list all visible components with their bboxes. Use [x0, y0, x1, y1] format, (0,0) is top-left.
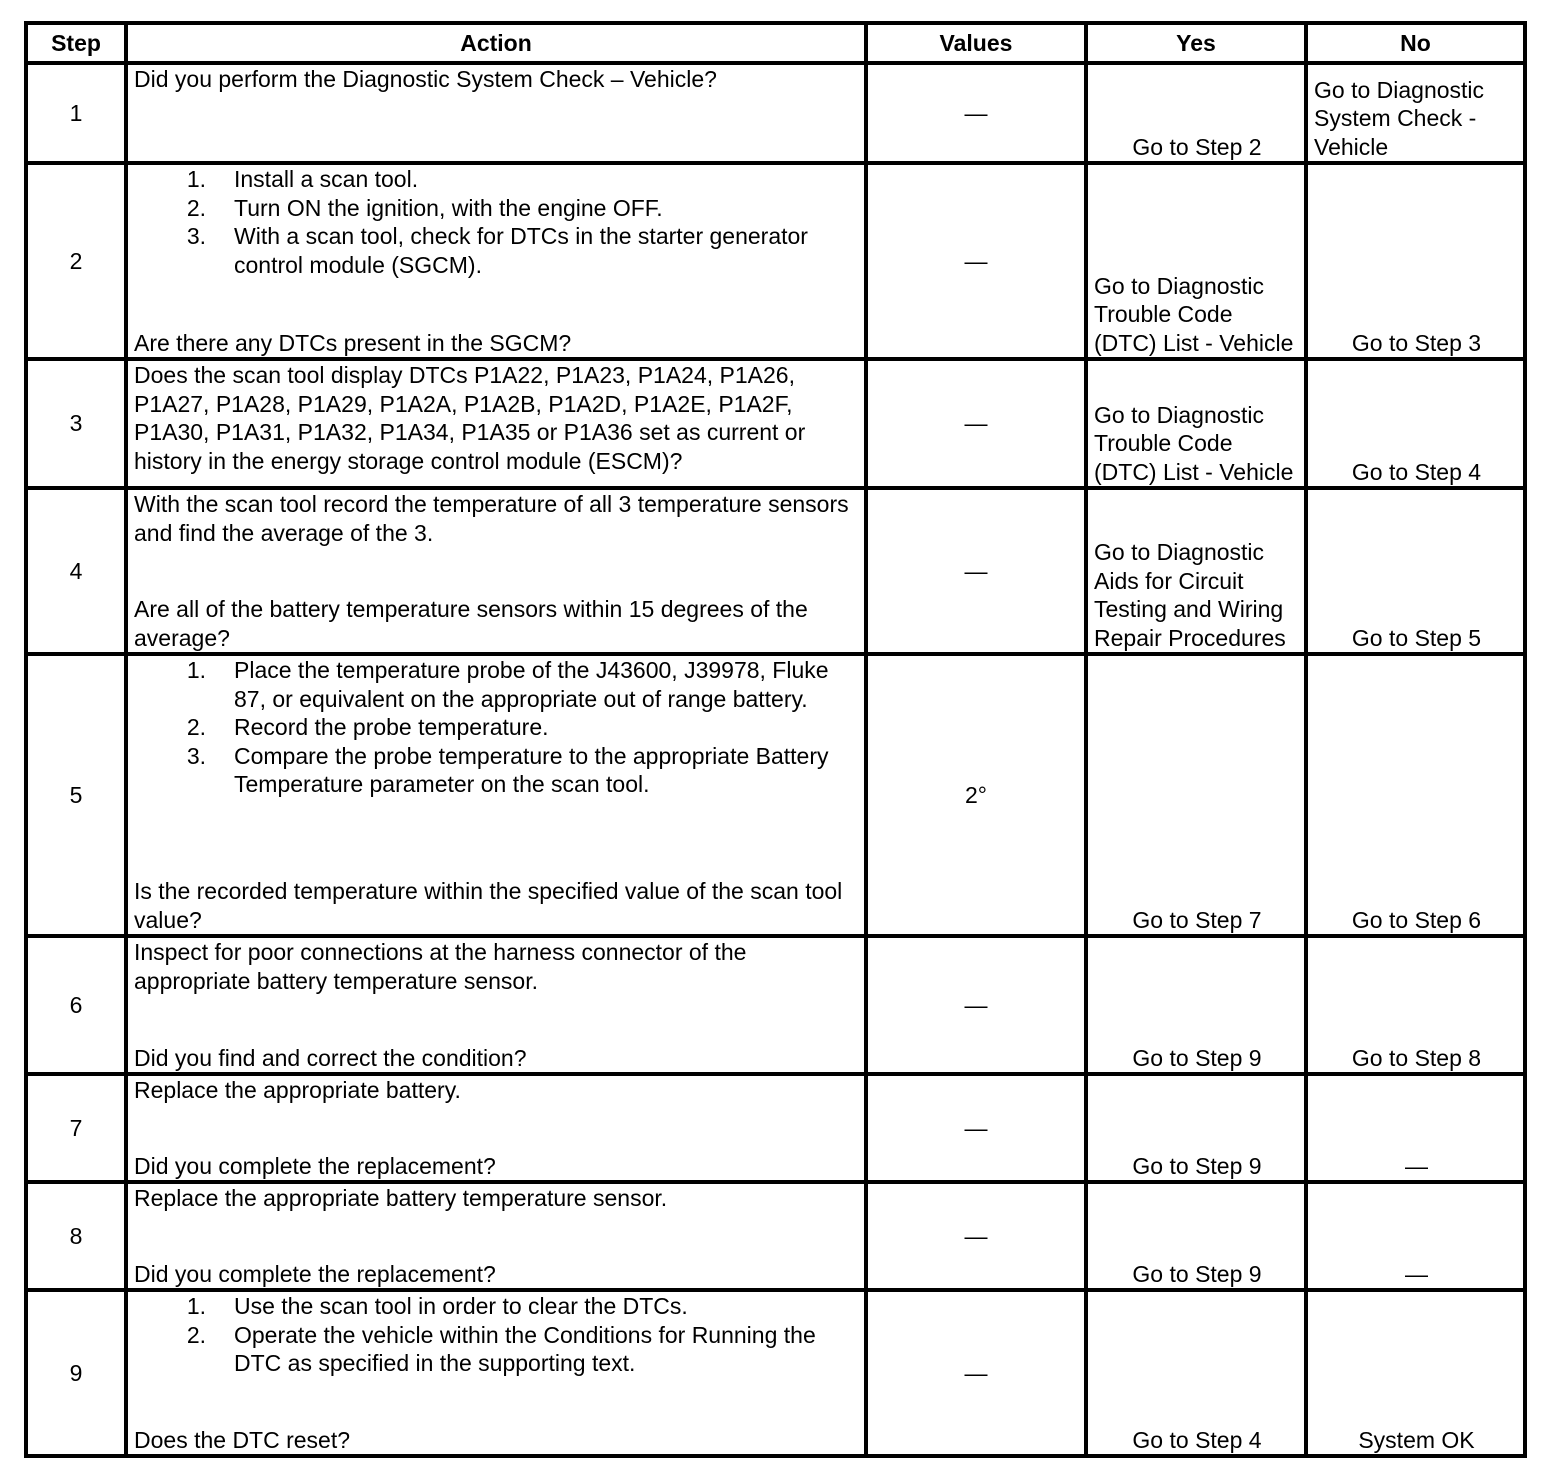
- step-number: 6: [26, 936, 126, 1074]
- header-action: Action: [126, 23, 866, 63]
- action-cell: [126, 1074, 866, 1182]
- action-question: Did you find and correct the condition?: [134, 1044, 527, 1071]
- action-cell: [126, 1182, 866, 1290]
- action-text: Did you perform the Diagnostic System Check – Vehicle?: [134, 66, 717, 92]
- list-item: 3. With a scan tool, check for DTCs in the starter generator control module (SGCM).: [186, 223, 808, 278]
- table-row: [26, 163, 1525, 359]
- action-question: Did you complete the replacement?: [134, 1260, 496, 1287]
- action-text: Inspect for poor connections at the harness connector of the appropriate battery temperature sensor.: [134, 939, 747, 994]
- action-question: Are there any DTCs present in the SGCM?: [134, 329, 572, 356]
- no-cell: Go to Step 5: [1306, 488, 1525, 654]
- yes-cell: Go to Step 7: [1086, 654, 1306, 936]
- action-text: Does the scan tool display DTCs P1A22, P1A23, P1A24, P1A26, P1A27, P1A28, P1A29, P1A2A, P1A2B, P1A2D, P1A2E, P1A2F, P1A30, P1A31, P1A32, P1A34, P1A35 or P1A36 set as current or history in the energy storage control module (ESCM)?: [134, 362, 806, 474]
- header-step: Step: [26, 23, 126, 63]
- table-row: [26, 359, 1525, 488]
- action-question: Is the recorded temperature within the specified value of the scan tool value?: [134, 878, 843, 933]
- no-cell: Go to Step 6: [1306, 654, 1525, 936]
- action-question: Did you complete the replacement?: [134, 1152, 496, 1179]
- header-no: No: [1306, 23, 1525, 63]
- table-row: [26, 488, 1525, 654]
- list-item: 2. Turn ON the ignition, with the engine OFF.: [186, 194, 663, 221]
- step-number: 8: [26, 1182, 126, 1290]
- yes-cell: Go to Step 9: [1086, 1074, 1306, 1182]
- no-cell: Go to Step 8: [1306, 936, 1525, 1074]
- value-cell: —: [866, 163, 1086, 359]
- yes-cell: Go to Step 2: [1086, 63, 1306, 163]
- header-row: [26, 23, 1525, 63]
- no-cell: System OK: [1306, 1290, 1525, 1456]
- yes-cell: Go to Step 9: [1086, 936, 1306, 1074]
- step-number: 7: [26, 1074, 126, 1182]
- action-question: Does the DTC reset?: [134, 1426, 351, 1453]
- action-question: Are all of the battery temperature sensors within 15 degrees of the average?: [134, 596, 808, 651]
- header-yes: Yes: [1086, 23, 1306, 63]
- table-row: [26, 936, 1525, 1074]
- value-cell: —: [866, 936, 1086, 1074]
- value-cell: —: [866, 1074, 1086, 1182]
- no-cell: Go to Step 3: [1306, 163, 1525, 359]
- action-cell: [126, 654, 866, 936]
- action-steps-list: [134, 656, 860, 799]
- value-cell: —: [866, 63, 1086, 163]
- list-item: 1. Install a scan tool.: [186, 166, 419, 192]
- action-cell: [126, 936, 866, 1074]
- header-values: Values: [866, 23, 1086, 63]
- yes-cell: Go to Step 4: [1086, 1290, 1306, 1456]
- diagnostic-table: [24, 21, 1527, 1458]
- step-number: 5: [26, 654, 126, 936]
- table-row: [26, 654, 1525, 936]
- action-steps-list: [134, 1292, 860, 1378]
- no-cell: Go to Diagnostic System Check - Vehicle: [1306, 63, 1525, 163]
- action-cell: [126, 488, 866, 654]
- table-row: [26, 1074, 1525, 1182]
- no-cell: —: [1306, 1182, 1525, 1290]
- action-steps-list: [134, 165, 860, 279]
- step-number: 9: [26, 1290, 126, 1456]
- step-number: 1: [26, 63, 126, 163]
- list-item: 1. Use the scan tool in order to clear the DTCs.: [186, 1293, 688, 1319]
- list-item: 3. Compare the probe temperature to the appropriate Battery Temperature parameter on the scan tool.: [186, 742, 829, 797]
- table-row: [26, 1182, 1525, 1290]
- value-cell: 2°: [866, 654, 1086, 936]
- value-cell: —: [866, 1290, 1086, 1456]
- step-number: 3: [26, 359, 126, 488]
- table-row: [26, 1290, 1525, 1456]
- step-number: 2: [26, 163, 126, 359]
- yes-cell: Go to Diagnostic Trouble Code (DTC) List - Vehicle: [1086, 359, 1306, 488]
- value-cell: —: [866, 359, 1086, 488]
- list-item: 2. Record the probe temperature.: [186, 714, 549, 740]
- no-cell: Go to Step 4: [1306, 359, 1525, 488]
- list-item: 1. Place the temperature probe of the J43600, J39978, Fluke 87, or equivalent on the appropriate out of range battery.: [186, 657, 829, 712]
- value-cell: —: [866, 488, 1086, 654]
- action-text: Replace the appropriate battery temperature sensor.: [134, 1185, 668, 1211]
- no-cell: —: [1306, 1074, 1525, 1182]
- step-number: 4: [26, 488, 126, 654]
- yes-cell: Go to Diagnostic Trouble Code (DTC) List - Vehicle: [1086, 163, 1306, 359]
- value-cell: —: [866, 1182, 1086, 1290]
- action-cell: [126, 163, 866, 359]
- list-item: 2. Operate the vehicle within the Conditions for Running the DTC as specified in the supporting text.: [186, 1321, 816, 1376]
- table-row: [26, 63, 1525, 163]
- action-cell: [126, 63, 866, 163]
- action-text: With the scan tool record the temperature of all 3 temperature sensors and find the average of the 3.: [134, 491, 849, 546]
- action-cell: [126, 359, 866, 488]
- action-cell: [126, 1290, 866, 1456]
- yes-cell: Go to Diagnostic Aids for Circuit Testing and Wiring Repair Procedures: [1086, 488, 1306, 654]
- action-text: Replace the appropriate battery.: [134, 1077, 461, 1103]
- yes-cell: Go to Step 9: [1086, 1182, 1306, 1290]
